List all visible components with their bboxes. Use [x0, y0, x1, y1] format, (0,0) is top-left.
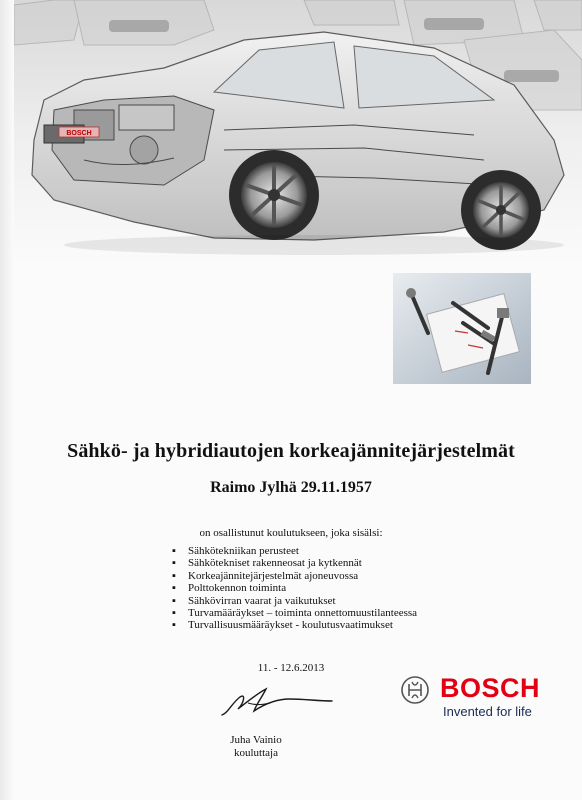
brand-wordmark: BOSCH: [440, 673, 541, 703]
bullet-icon: ▪: [172, 557, 176, 570]
bullet-icon: ▪: [172, 594, 176, 607]
signer-name: Juha Vainio: [230, 734, 282, 746]
handwritten-signature: [218, 683, 336, 721]
bullet-icon: ▪: [172, 545, 176, 557]
hero-car-image: [14, 0, 582, 265]
topic-label: Turvamääräykset – toiminta onnettomuustilanteessa: [188, 607, 418, 620]
topic-label: Polttokennon toiminta: [188, 582, 287, 595]
page-edge-shadow: [0, 0, 14, 800]
inset-injector-image: [393, 273, 531, 384]
bullet-icon: ▪: [172, 569, 176, 582]
topic-label: Turvallisuusmääräykset - koulutusvaatimukset: [188, 619, 393, 632]
topic-list: [172, 545, 417, 632]
list-item: [172, 570, 417, 582]
participant-name: Raimo Jylhä 29.11.1957: [210, 479, 372, 496]
topic-label: Sähkövirran vaarat ja vaikutukset: [188, 594, 336, 607]
certificate-title: Sähkö- ja hybridiautojen korkeajännitejärjestelmät: [67, 440, 515, 462]
topic-label: Korkeajännitejärjestelmät ajoneuvossa: [188, 569, 359, 582]
list-item: [172, 619, 417, 631]
svg-text:BOSCH: BOSCH: [66, 130, 92, 137]
signer-role: kouluttaja: [234, 747, 278, 759]
list-item: [172, 545, 417, 557]
list-item: [172, 595, 417, 607]
topic-label: Sähkötekniset rakenneosat ja kytkennät: [188, 557, 362, 570]
bosch-armature-logo-icon: [400, 675, 430, 705]
list-item: [172, 582, 417, 594]
bullet-icon: ▪: [172, 607, 176, 620]
bullet-icon: ▪: [172, 619, 176, 632]
intro-text: on osallistunut koulutukseen, joka sisälsi:: [199, 527, 383, 539]
topic-label: Sähkötekniikan perusteet: [188, 545, 299, 557]
course-date: 11. - 12.6.2013: [257, 662, 325, 674]
brand-tagline: Invented for life: [443, 704, 532, 719]
list-item: [172, 557, 417, 569]
bullet-icon: ▪: [172, 582, 176, 595]
signer-block: [226, 734, 286, 760]
list-item: [172, 607, 417, 619]
